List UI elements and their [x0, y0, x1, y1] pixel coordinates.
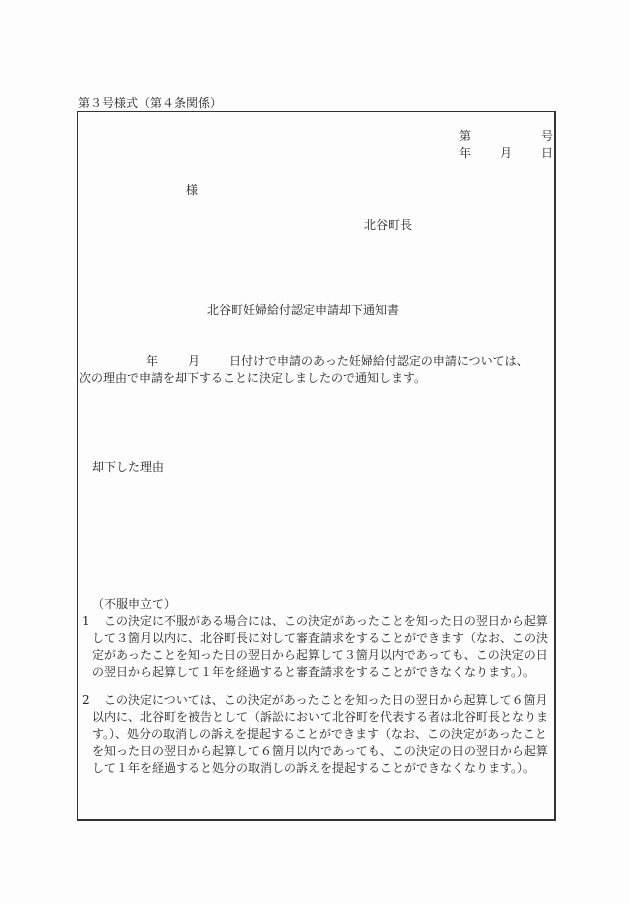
appeal-item2-line: を知った日の翌日から起算して６箇月以内であっても、この決定の日の翌日から起算 — [92, 744, 548, 758]
appeal-item2-line: 以内に、北谷町を被告として（訴訟において北谷町を代表する者は北谷町長となりま — [92, 710, 549, 724]
body-line2: 次の理由で申請を却下することに決定しましたので通知します。 — [79, 371, 427, 385]
appeal-item1-line: この決定に不服がある場合には、この決定があったことを知った日の翌日から起算 — [104, 614, 548, 628]
body-year: 年 — [146, 354, 159, 368]
date-year: 年 — [459, 146, 472, 160]
appeal-item1-number: 1 — [82, 614, 90, 628]
appeal-item2-line: す。）、処分の取消しの訴えを提起することができます（なお、この決定があったこと — [92, 727, 547, 741]
recipient-suffix: 様 — [186, 183, 199, 197]
date-month: 月 — [500, 146, 513, 160]
document-number-suffix: 号 — [541, 129, 554, 143]
form-number-label: 第３号様式（第４条関係） — [78, 96, 223, 110]
body-month: 月 — [188, 354, 201, 368]
document-number-prefix: 第 — [459, 129, 472, 143]
document-title: 北谷町妊婦給付認定申請却下通知書 — [207, 303, 400, 317]
body-line1: 日付けで申請のあった妊婦給付認定の申請については、 — [229, 354, 529, 368]
reason-label: 却下した理由 — [92, 460, 165, 474]
appeal-item1-line: して３箇月以内に、北谷町長に対して審査請求をすることができます（なお、この決 — [92, 631, 549, 645]
appeal-item2-line: この決定については、この決定があったことを知った日の翌日から起算して６箇月 — [104, 693, 548, 707]
date-day: 日 — [541, 146, 554, 160]
appeal-item1-line: の翌日から起算して１年を経過すると審査請求をすることができなくなります。）。 — [92, 665, 536, 679]
appeal-heading: （不服申立て） — [92, 597, 177, 611]
appeal-item2-number: 2 — [82, 693, 90, 707]
appeal-item2-line: して１年を経過すると処分の取消しの訴えを提起することができなくなります。）。 — [92, 761, 536, 775]
appeal-item1-line: 定があったことを知った日の翌日から起算して３箇月以内であっても、この決定の日 — [92, 648, 548, 662]
issuer: 北谷町長 — [364, 218, 413, 232]
